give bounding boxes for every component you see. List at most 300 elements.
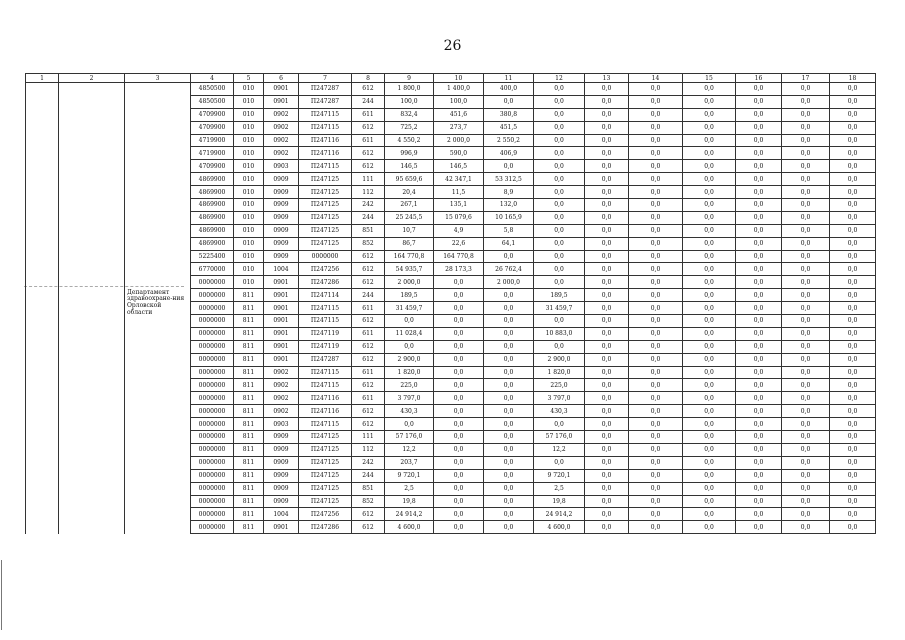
table-cell: 811	[234, 521, 264, 534]
table-cell: 4 600,0	[385, 521, 434, 534]
table-cell: 0,0	[629, 186, 683, 199]
column-header: 17	[782, 74, 830, 83]
table-row	[26, 83, 876, 96]
table-cell: 0000000	[191, 482, 234, 495]
table-cell: 0000000	[191, 379, 234, 392]
table-cell: 15 079,6	[434, 211, 484, 224]
table-cell: 0000000	[191, 353, 234, 366]
table-cell: 612	[352, 405, 385, 418]
table-cell: 1 800,0	[385, 83, 434, 96]
table-cell: 164 770,8	[385, 250, 434, 263]
table-cell: 0,0	[585, 147, 629, 160]
table-cell: 010	[234, 263, 264, 276]
table-cell: П247116	[299, 134, 352, 147]
table-cell: 0,0	[683, 173, 736, 186]
table-cell: 996,9	[385, 147, 434, 160]
table-cell: 1004	[264, 508, 299, 521]
table-cell: 4850500	[191, 83, 234, 96]
table-cell: 86,7	[385, 237, 434, 250]
table-cell: 0,0	[629, 108, 683, 121]
table-cell: 0,0	[782, 276, 830, 289]
table-cell: П247115	[299, 366, 352, 379]
table-cell: 0902	[264, 108, 299, 121]
table-cell: 010	[234, 121, 264, 134]
table-cell: 164 770,8	[434, 250, 484, 263]
table-cell: 611	[352, 134, 385, 147]
table-cell: 0,0	[534, 95, 585, 108]
table-cell: 0,0	[434, 431, 484, 444]
table-cell: 0909	[264, 456, 299, 469]
table-cell: 0,0	[782, 160, 830, 173]
table-cell: 0902	[264, 366, 299, 379]
table-cell: 4 550,2	[385, 134, 434, 147]
table-cell: 0,0	[585, 95, 629, 108]
table-cell: П247125	[299, 456, 352, 469]
table-cell: 0,0	[736, 456, 782, 469]
table-cell: 4709900	[191, 108, 234, 121]
table-cell: 0,0	[782, 83, 830, 96]
table-cell: 0,0	[736, 108, 782, 121]
table-cell: 0,0	[683, 250, 736, 263]
table-cell: 0,0	[629, 366, 683, 379]
table-cell: 451,6	[434, 108, 484, 121]
table-cell: 4709900	[191, 160, 234, 173]
table-cell: 0,0	[830, 160, 876, 173]
table-cell: 0,0	[385, 315, 434, 328]
budget-table	[25, 73, 876, 534]
table-cell: 0909	[264, 173, 299, 186]
table-cell: 19,8	[385, 495, 434, 508]
table-cell: 0000000	[191, 456, 234, 469]
table-cell: 0,0	[830, 224, 876, 237]
column-header: 15	[683, 74, 736, 83]
table-cell: 811	[234, 315, 264, 328]
table-cell: 0901	[264, 95, 299, 108]
table-cell: 0,0	[585, 456, 629, 469]
table-cell: 189,5	[534, 289, 585, 302]
table-cell: 0909	[264, 443, 299, 456]
table-cell: 189,5	[385, 289, 434, 302]
table-cell: 0,0	[629, 211, 683, 224]
table-cell: 12,2	[534, 443, 585, 456]
table-cell: 0,0	[830, 263, 876, 276]
table-cell: 0,0	[736, 327, 782, 340]
table-cell: 0,0	[585, 392, 629, 405]
table-cell: 0,0	[585, 186, 629, 199]
column-header: 1	[26, 74, 59, 83]
table-cell: 811	[234, 340, 264, 353]
table-cell: 0,0	[534, 199, 585, 212]
table-cell: 852	[352, 495, 385, 508]
table-cell: 611	[352, 366, 385, 379]
table-cell: 0,0	[434, 521, 484, 534]
table-cell: 0,0	[782, 353, 830, 366]
table-cell: 0,0	[830, 173, 876, 186]
column-header: 13	[585, 74, 629, 83]
table-cell: 0902	[264, 392, 299, 405]
table-cell: 0901	[264, 353, 299, 366]
table-cell: 1 820,0	[385, 366, 434, 379]
table-cell: 0,0	[683, 495, 736, 508]
table-cell: П247119	[299, 327, 352, 340]
table-cell: 0,0	[736, 392, 782, 405]
column-header: 6	[264, 74, 299, 83]
table-cell: П247115	[299, 418, 352, 431]
table-cell: 0,0	[683, 199, 736, 212]
table-cell: 0,0	[534, 418, 585, 431]
column-header: 3	[125, 74, 191, 83]
table-cell: 0,0	[629, 469, 683, 482]
table-cell: 010	[234, 134, 264, 147]
table-cell: 0,0	[629, 224, 683, 237]
table-cell: 2,5	[385, 482, 434, 495]
table-cell: 146,5	[434, 160, 484, 173]
table-cell: 1 820,0	[534, 366, 585, 379]
table-cell: 0,0	[434, 392, 484, 405]
table-cell: 0,0	[585, 276, 629, 289]
table-cell: 811	[234, 469, 264, 482]
table-cell: 0,0	[629, 315, 683, 328]
table-cell: 0,0	[736, 353, 782, 366]
table-cell: 811	[234, 405, 264, 418]
table-cell: 0,0	[534, 315, 585, 328]
table-cell: 0,0	[830, 431, 876, 444]
table-cell: 0,0	[782, 456, 830, 469]
table-cell: 0,0	[585, 340, 629, 353]
table-cell: 0,0	[683, 276, 736, 289]
table-cell: 0000000	[191, 392, 234, 405]
table-cell: 0,0	[830, 379, 876, 392]
table-cell: 0,0	[782, 405, 830, 418]
table-cell: 0,0	[736, 495, 782, 508]
table-cell: 244	[352, 95, 385, 108]
table-cell: 451,5	[484, 121, 534, 134]
table-cell: 0,0	[484, 250, 534, 263]
table-cell: 0902	[264, 134, 299, 147]
table-cell: 0,0	[585, 443, 629, 456]
table-cell: П247125	[299, 186, 352, 199]
table-cell: 0,0	[629, 405, 683, 418]
table-cell: 0,0	[534, 134, 585, 147]
table-cell: 0,0	[585, 134, 629, 147]
table-cell: 0,0	[782, 495, 830, 508]
table-cell: 0,0	[683, 469, 736, 482]
table-cell: 0,0	[736, 443, 782, 456]
table-cell: 0,0	[830, 83, 876, 96]
table-cell: 28 173,3	[434, 263, 484, 276]
table-cell: 811	[234, 327, 264, 340]
table-cell: 0,0	[736, 418, 782, 431]
table-cell: 010	[234, 250, 264, 263]
table-cell: 0,0	[629, 276, 683, 289]
table-cell: 0,0	[585, 366, 629, 379]
table-cell: 0,0	[484, 302, 534, 315]
table-cell: 0,0	[484, 405, 534, 418]
table-cell: 0,0	[830, 482, 876, 495]
col-1-blank	[26, 83, 59, 534]
column-header: 9	[385, 74, 434, 83]
table-cell: 0,0	[736, 224, 782, 237]
table-cell: 1004	[264, 263, 299, 276]
table-cell: 0,0	[782, 443, 830, 456]
table-cell: 0,0	[585, 379, 629, 392]
table-cell: 0,0	[434, 508, 484, 521]
table-cell: 0,0	[534, 147, 585, 160]
table-cell: 0902	[264, 147, 299, 160]
table-cell: 132,0	[484, 199, 534, 212]
table-cell: 4869900	[191, 224, 234, 237]
table-cell: 612	[352, 121, 385, 134]
table-cell: 0,0	[534, 121, 585, 134]
table-cell: 244	[352, 211, 385, 224]
column-header: 14	[629, 74, 683, 83]
table-cell: 2 550,2	[484, 134, 534, 147]
column-header: 10	[434, 74, 484, 83]
table-cell: 0,0	[830, 469, 876, 482]
table-cell: 0,0	[683, 224, 736, 237]
table-cell: 0,0	[629, 340, 683, 353]
table-body	[26, 83, 876, 534]
table-cell: 0,0	[683, 289, 736, 302]
table-cell: 811	[234, 289, 264, 302]
table-cell: 0,0	[830, 443, 876, 456]
table-cell: 57 176,0	[534, 431, 585, 444]
table-cell: 0,0	[736, 340, 782, 353]
table-cell: 010	[234, 276, 264, 289]
table-cell: 11,5	[434, 186, 484, 199]
table-cell: 24 914,2	[385, 508, 434, 521]
table-cell: 0,0	[534, 160, 585, 173]
table-cell: 0,0	[782, 250, 830, 263]
table-cell: П247125	[299, 224, 352, 237]
table-cell: П247125	[299, 482, 352, 495]
table-cell: 0,0	[782, 211, 830, 224]
table-cell: 0,0	[830, 134, 876, 147]
table-cell: 851	[352, 482, 385, 495]
table-cell: 0909	[264, 482, 299, 495]
column-header: 8	[352, 74, 385, 83]
table-cell: 0,0	[585, 327, 629, 340]
table-cell: 4719900	[191, 147, 234, 160]
table-cell: 0,0	[484, 456, 534, 469]
table-cell: 0902	[264, 405, 299, 418]
table-cell: 5,8	[484, 224, 534, 237]
table-cell: 0000000	[191, 508, 234, 521]
table-cell: 2 900,0	[534, 353, 585, 366]
table-cell: 0,0	[585, 237, 629, 250]
table-cell: 0,0	[585, 108, 629, 121]
table-cell: 0,0	[484, 443, 534, 456]
table-cell: 2 000,0	[484, 276, 534, 289]
table-cell: 0,0	[629, 508, 683, 521]
table-cell: 0,0	[534, 108, 585, 121]
table-cell: 0,0	[585, 482, 629, 495]
table-cell: П247115	[299, 160, 352, 173]
table-cell: 203,7	[385, 456, 434, 469]
table-cell: 0,0	[830, 521, 876, 534]
department-name: Департамент здравоохране-ния Орловской области	[125, 289, 191, 534]
table-cell: П247116	[299, 392, 352, 405]
table-cell: 0,0	[434, 379, 484, 392]
table-cell: 0,0	[534, 276, 585, 289]
table-cell: 0,0	[534, 250, 585, 263]
table-cell: 0,0	[736, 263, 782, 276]
table-cell: 0,0	[585, 83, 629, 96]
table-cell: 0,0	[830, 366, 876, 379]
table-cell: 0,0	[434, 327, 484, 340]
column-header: 16	[736, 74, 782, 83]
table-cell: 95 659,6	[385, 173, 434, 186]
table-cell: П247115	[299, 302, 352, 315]
table-cell: 0,0	[782, 482, 830, 495]
table-cell: 811	[234, 366, 264, 379]
table-cell: 0,0	[782, 134, 830, 147]
table-cell: 0,0	[434, 276, 484, 289]
table-cell: 0,0	[484, 482, 534, 495]
table-cell: 725,2	[385, 121, 434, 134]
table-cell: 0,0	[830, 237, 876, 250]
table-cell: 0,0	[585, 224, 629, 237]
table-cell: 0000000	[191, 469, 234, 482]
table-cell: 0,0	[782, 173, 830, 186]
table-cell: 0,0	[830, 418, 876, 431]
table-cell: 9 720,1	[385, 469, 434, 482]
table-cell: 0,0	[434, 418, 484, 431]
table-cell: 0,0	[736, 186, 782, 199]
table-cell: 0,0	[484, 340, 534, 353]
table-cell: 0,0	[629, 302, 683, 315]
table-cell: 0,0	[629, 379, 683, 392]
table-cell: 0,0	[585, 508, 629, 521]
table-cell: 0,0	[484, 495, 534, 508]
table-cell: 0909	[264, 211, 299, 224]
table-cell: 0,0	[683, 95, 736, 108]
table-cell: 0,0	[629, 521, 683, 534]
table-cell: 22,6	[434, 237, 484, 250]
table-cell: 406,9	[484, 147, 534, 160]
table-cell: 0909	[264, 431, 299, 444]
table-cell: 0,0	[830, 327, 876, 340]
table-cell: 0000000	[191, 340, 234, 353]
table-cell: 0,0	[585, 469, 629, 482]
table-cell: 0,0	[484, 95, 534, 108]
table-header	[26, 74, 876, 83]
table-cell: 4719900	[191, 134, 234, 147]
table-cell: 0000000	[191, 315, 234, 328]
column-header: 4	[191, 74, 234, 83]
table-cell: 4869900	[191, 237, 234, 250]
column-number-row	[26, 74, 876, 83]
table-cell: 0,0	[782, 199, 830, 212]
table-cell: 612	[352, 521, 385, 534]
table-cell: П247125	[299, 173, 352, 186]
table-cell: 0,0	[434, 302, 484, 315]
table-cell: 0902	[264, 379, 299, 392]
table-cell: 611	[352, 302, 385, 315]
table-cell: 0,0	[683, 315, 736, 328]
table-cell: 4 600,0	[534, 521, 585, 534]
table-cell: 0,0	[830, 147, 876, 160]
table-cell: 6770000	[191, 263, 234, 276]
table-cell: 0,0	[629, 250, 683, 263]
table-cell: 0,0	[484, 289, 534, 302]
table-cell: 0,0	[736, 508, 782, 521]
table-cell: 811	[234, 379, 264, 392]
table-cell: 0,0	[434, 443, 484, 456]
table-cell: 0,0	[683, 211, 736, 224]
column-header: 12	[534, 74, 585, 83]
table-cell: 53 312,5	[484, 173, 534, 186]
table-cell: 0,0	[629, 327, 683, 340]
table-cell: П247125	[299, 211, 352, 224]
table-cell: 0,0	[782, 508, 830, 521]
table-cell: 2 000,0	[434, 134, 484, 147]
table-cell: 0000000	[191, 405, 234, 418]
table-cell: 852	[352, 237, 385, 250]
table-cell: 64,1	[484, 237, 534, 250]
table-cell: 0,0	[534, 211, 585, 224]
table-cell: 0,0	[782, 392, 830, 405]
table-cell: 0902	[264, 121, 299, 134]
table-cell: 811	[234, 495, 264, 508]
table-cell: 10 165,9	[484, 211, 534, 224]
table-cell: 010	[234, 211, 264, 224]
table-cell: 25 245,5	[385, 211, 434, 224]
table-cell: 242	[352, 456, 385, 469]
table-cell: 612	[352, 379, 385, 392]
table-cell: 225,0	[385, 379, 434, 392]
table-cell: 430,3	[385, 405, 434, 418]
table-cell: 0,0	[830, 95, 876, 108]
table-cell: П247125	[299, 237, 352, 250]
table-cell: 0901	[264, 276, 299, 289]
table-cell: 811	[234, 482, 264, 495]
table-cell: 0,0	[484, 508, 534, 521]
table-cell: 0,0	[683, 147, 736, 160]
table-cell: 010	[234, 147, 264, 160]
table-cell: 0,0	[830, 250, 876, 263]
table-cell: 0,0	[782, 108, 830, 121]
table-cell: 0,0	[585, 315, 629, 328]
table-cell: 0,0	[830, 315, 876, 328]
table-cell: 0,0	[683, 508, 736, 521]
table-cell: 5225400	[191, 250, 234, 263]
table-cell: П247125	[299, 199, 352, 212]
table-cell: 0,0	[629, 482, 683, 495]
table-cell: 0,0	[534, 186, 585, 199]
table-cell: 4869900	[191, 173, 234, 186]
table-cell: 0,0	[736, 482, 782, 495]
table-cell: 0,0	[585, 211, 629, 224]
table-cell: 612	[352, 315, 385, 328]
table-cell: 0,0	[683, 443, 736, 456]
table-cell: П247256	[299, 263, 352, 276]
table-cell: 244	[352, 469, 385, 482]
margin-mark	[1, 560, 8, 630]
table-cell: 57 176,0	[385, 431, 434, 444]
table-cell: 0,0	[736, 147, 782, 160]
table-cell: 0,0	[534, 83, 585, 96]
table-cell: 0,0	[434, 340, 484, 353]
table-cell: 811	[234, 302, 264, 315]
column-header: 5	[234, 74, 264, 83]
table-cell: 010	[234, 224, 264, 237]
table-cell: 0,0	[830, 289, 876, 302]
column-header: 7	[299, 74, 352, 83]
table-cell: 0,0	[484, 160, 534, 173]
table-cell: 010	[234, 186, 264, 199]
table-cell: 0,0	[484, 418, 534, 431]
